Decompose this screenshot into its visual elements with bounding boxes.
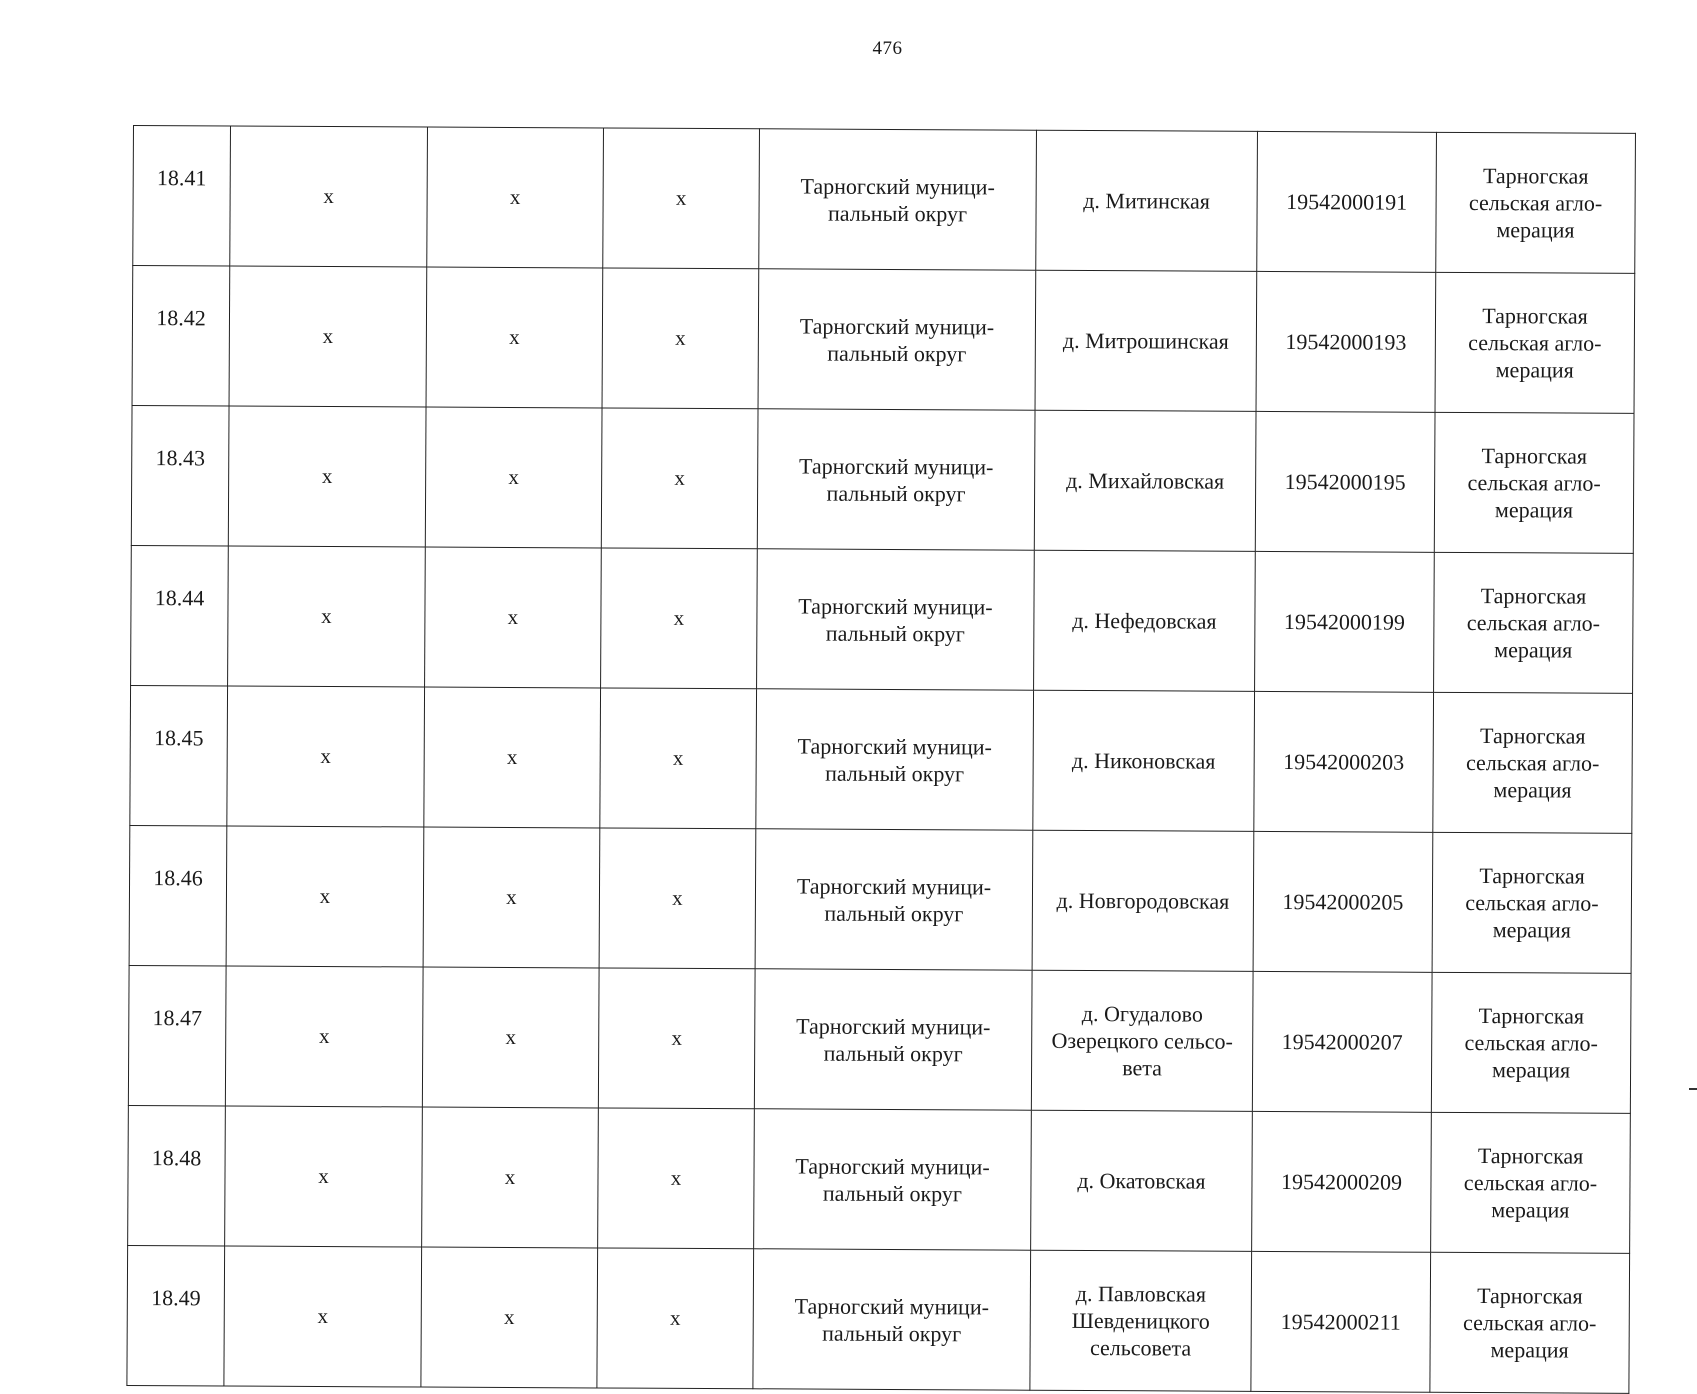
district-cell: Тарногский муници-пальный округ: [756, 689, 1034, 830]
row-number-cell: 18.45: [130, 685, 228, 826]
district-cell: Тарногский муници-пальный округ: [757, 409, 1035, 550]
agglomeration-cell: Тарногская сельская агло-мерация: [1432, 832, 1632, 973]
mark-cell: x: [602, 268, 759, 409]
settlement-cell: д. Нефедовская: [1034, 550, 1256, 691]
table-row: [128, 1105, 1631, 1253]
mark-cell: x: [421, 1247, 598, 1388]
district-cell: Тарногский муници-пальный округ: [759, 129, 1037, 270]
mark-cell: x: [426, 267, 603, 408]
mark-cell: x: [601, 408, 758, 549]
mark-cell: x: [228, 546, 426, 687]
mark-cell: x: [427, 127, 604, 268]
table-row: [131, 545, 1634, 693]
row-number-cell: 18.48: [128, 1105, 226, 1246]
mark-cell: x: [600, 688, 757, 829]
oktmo-code-cell: 19542000211: [1251, 1251, 1431, 1392]
mark-cell: x: [425, 407, 602, 548]
mark-cell: x: [601, 548, 758, 689]
table-row: [129, 825, 1632, 973]
district-cell: Тарногский муници-пальный округ: [754, 1109, 1032, 1250]
table-row: [133, 126, 1636, 274]
oktmo-code-cell: 19542000207: [1252, 971, 1432, 1112]
settlement-cell: д. Павловская Шевденицкого сельсовета: [1030, 1250, 1252, 1391]
agglomeration-cell: Тарногская сельская агло-мерация: [1434, 412, 1634, 553]
settlement-cell: д. Митинская: [1036, 130, 1258, 271]
mark-cell: x: [225, 966, 423, 1107]
agglomeration-cell: Тарногская сельская агло-мерация: [1433, 692, 1633, 833]
district-cell: Тарногский муници-пальный округ: [755, 829, 1033, 970]
document-sheet: [126, 125, 1635, 1394]
settlement-cell: д. Новгородовская: [1032, 830, 1254, 971]
mark-cell: x: [424, 687, 601, 828]
oktmo-code-cell: 19542000199: [1255, 551, 1435, 692]
mark-cell: x: [227, 686, 425, 827]
mark-cell: x: [423, 827, 600, 968]
row-number-cell: 18.44: [131, 545, 229, 686]
settlement-cell: д. Окатовская: [1031, 1110, 1253, 1251]
table-row: [127, 1245, 1630, 1393]
agglomeration-cell: Тарногская сельская агло-мерация: [1431, 972, 1631, 1113]
mark-cell: x: [598, 968, 755, 1109]
page-number: 476: [872, 38, 903, 59]
table-row: [128, 965, 1631, 1113]
mark-cell: x: [598, 1108, 755, 1249]
mark-cell: x: [603, 128, 760, 269]
settlement-cell: д. Огудалово Озерецкого сельсо-вета: [1031, 970, 1253, 1111]
district-cell: Тарногский муници-пальный округ: [753, 1249, 1031, 1390]
edge-mark: [1689, 1088, 1697, 1090]
district-cell: Тарногский муници-пальный округ: [754, 969, 1032, 1110]
settlement-table: [126, 125, 1636, 1394]
mark-cell: x: [422, 1107, 599, 1248]
mark-cell: x: [599, 828, 756, 969]
oktmo-code-cell: 19542000193: [1256, 271, 1436, 412]
table-row: [132, 266, 1635, 414]
mark-cell: x: [226, 826, 424, 967]
mark-cell: x: [422, 967, 599, 1108]
district-cell: Тарногский муници-пальный округ: [757, 549, 1035, 690]
table-body: [127, 126, 1636, 1394]
row-number-cell: 18.47: [128, 965, 226, 1106]
oktmo-code-cell: 19542000205: [1253, 831, 1433, 972]
mark-cell: x: [225, 1106, 423, 1247]
oktmo-code-cell: 19542000203: [1254, 691, 1434, 832]
mark-cell: x: [425, 547, 602, 688]
mark-cell: x: [597, 1248, 754, 1389]
agglomeration-cell: Тарногская сельская агло-мерация: [1436, 132, 1636, 273]
agglomeration-cell: Тарногская сельская агло-мерация: [1430, 1252, 1630, 1393]
mark-cell: x: [229, 266, 427, 407]
oktmo-code-cell: 19542000191: [1257, 131, 1437, 272]
mark-cell: x: [224, 1246, 422, 1387]
row-number-cell: 18.43: [131, 405, 229, 546]
row-number-cell: 18.49: [127, 1245, 225, 1386]
settlement-cell: д. Митрошинская: [1035, 270, 1257, 411]
agglomeration-cell: Тарногская сельская агло-мерация: [1431, 1112, 1631, 1253]
oktmo-code-cell: 19542000195: [1255, 411, 1435, 552]
row-number-cell: 18.42: [132, 266, 230, 407]
settlement-cell: д. Михайловская: [1034, 410, 1256, 551]
settlement-cell: д. Никоновская: [1033, 690, 1255, 831]
oktmo-code-cell: 19542000209: [1252, 1111, 1432, 1252]
row-number-cell: 18.46: [129, 825, 227, 966]
row-number-cell: 18.41: [133, 126, 231, 267]
agglomeration-cell: Тарногская сельская агло-мерация: [1434, 552, 1634, 693]
mark-cell: x: [230, 126, 428, 267]
agglomeration-cell: Тарногская сельская агло-мерация: [1435, 272, 1635, 413]
table-row: [131, 405, 1634, 553]
district-cell: Тарногский муници-пальный округ: [758, 269, 1036, 410]
table-row: [130, 685, 1633, 833]
mark-cell: x: [228, 406, 426, 547]
